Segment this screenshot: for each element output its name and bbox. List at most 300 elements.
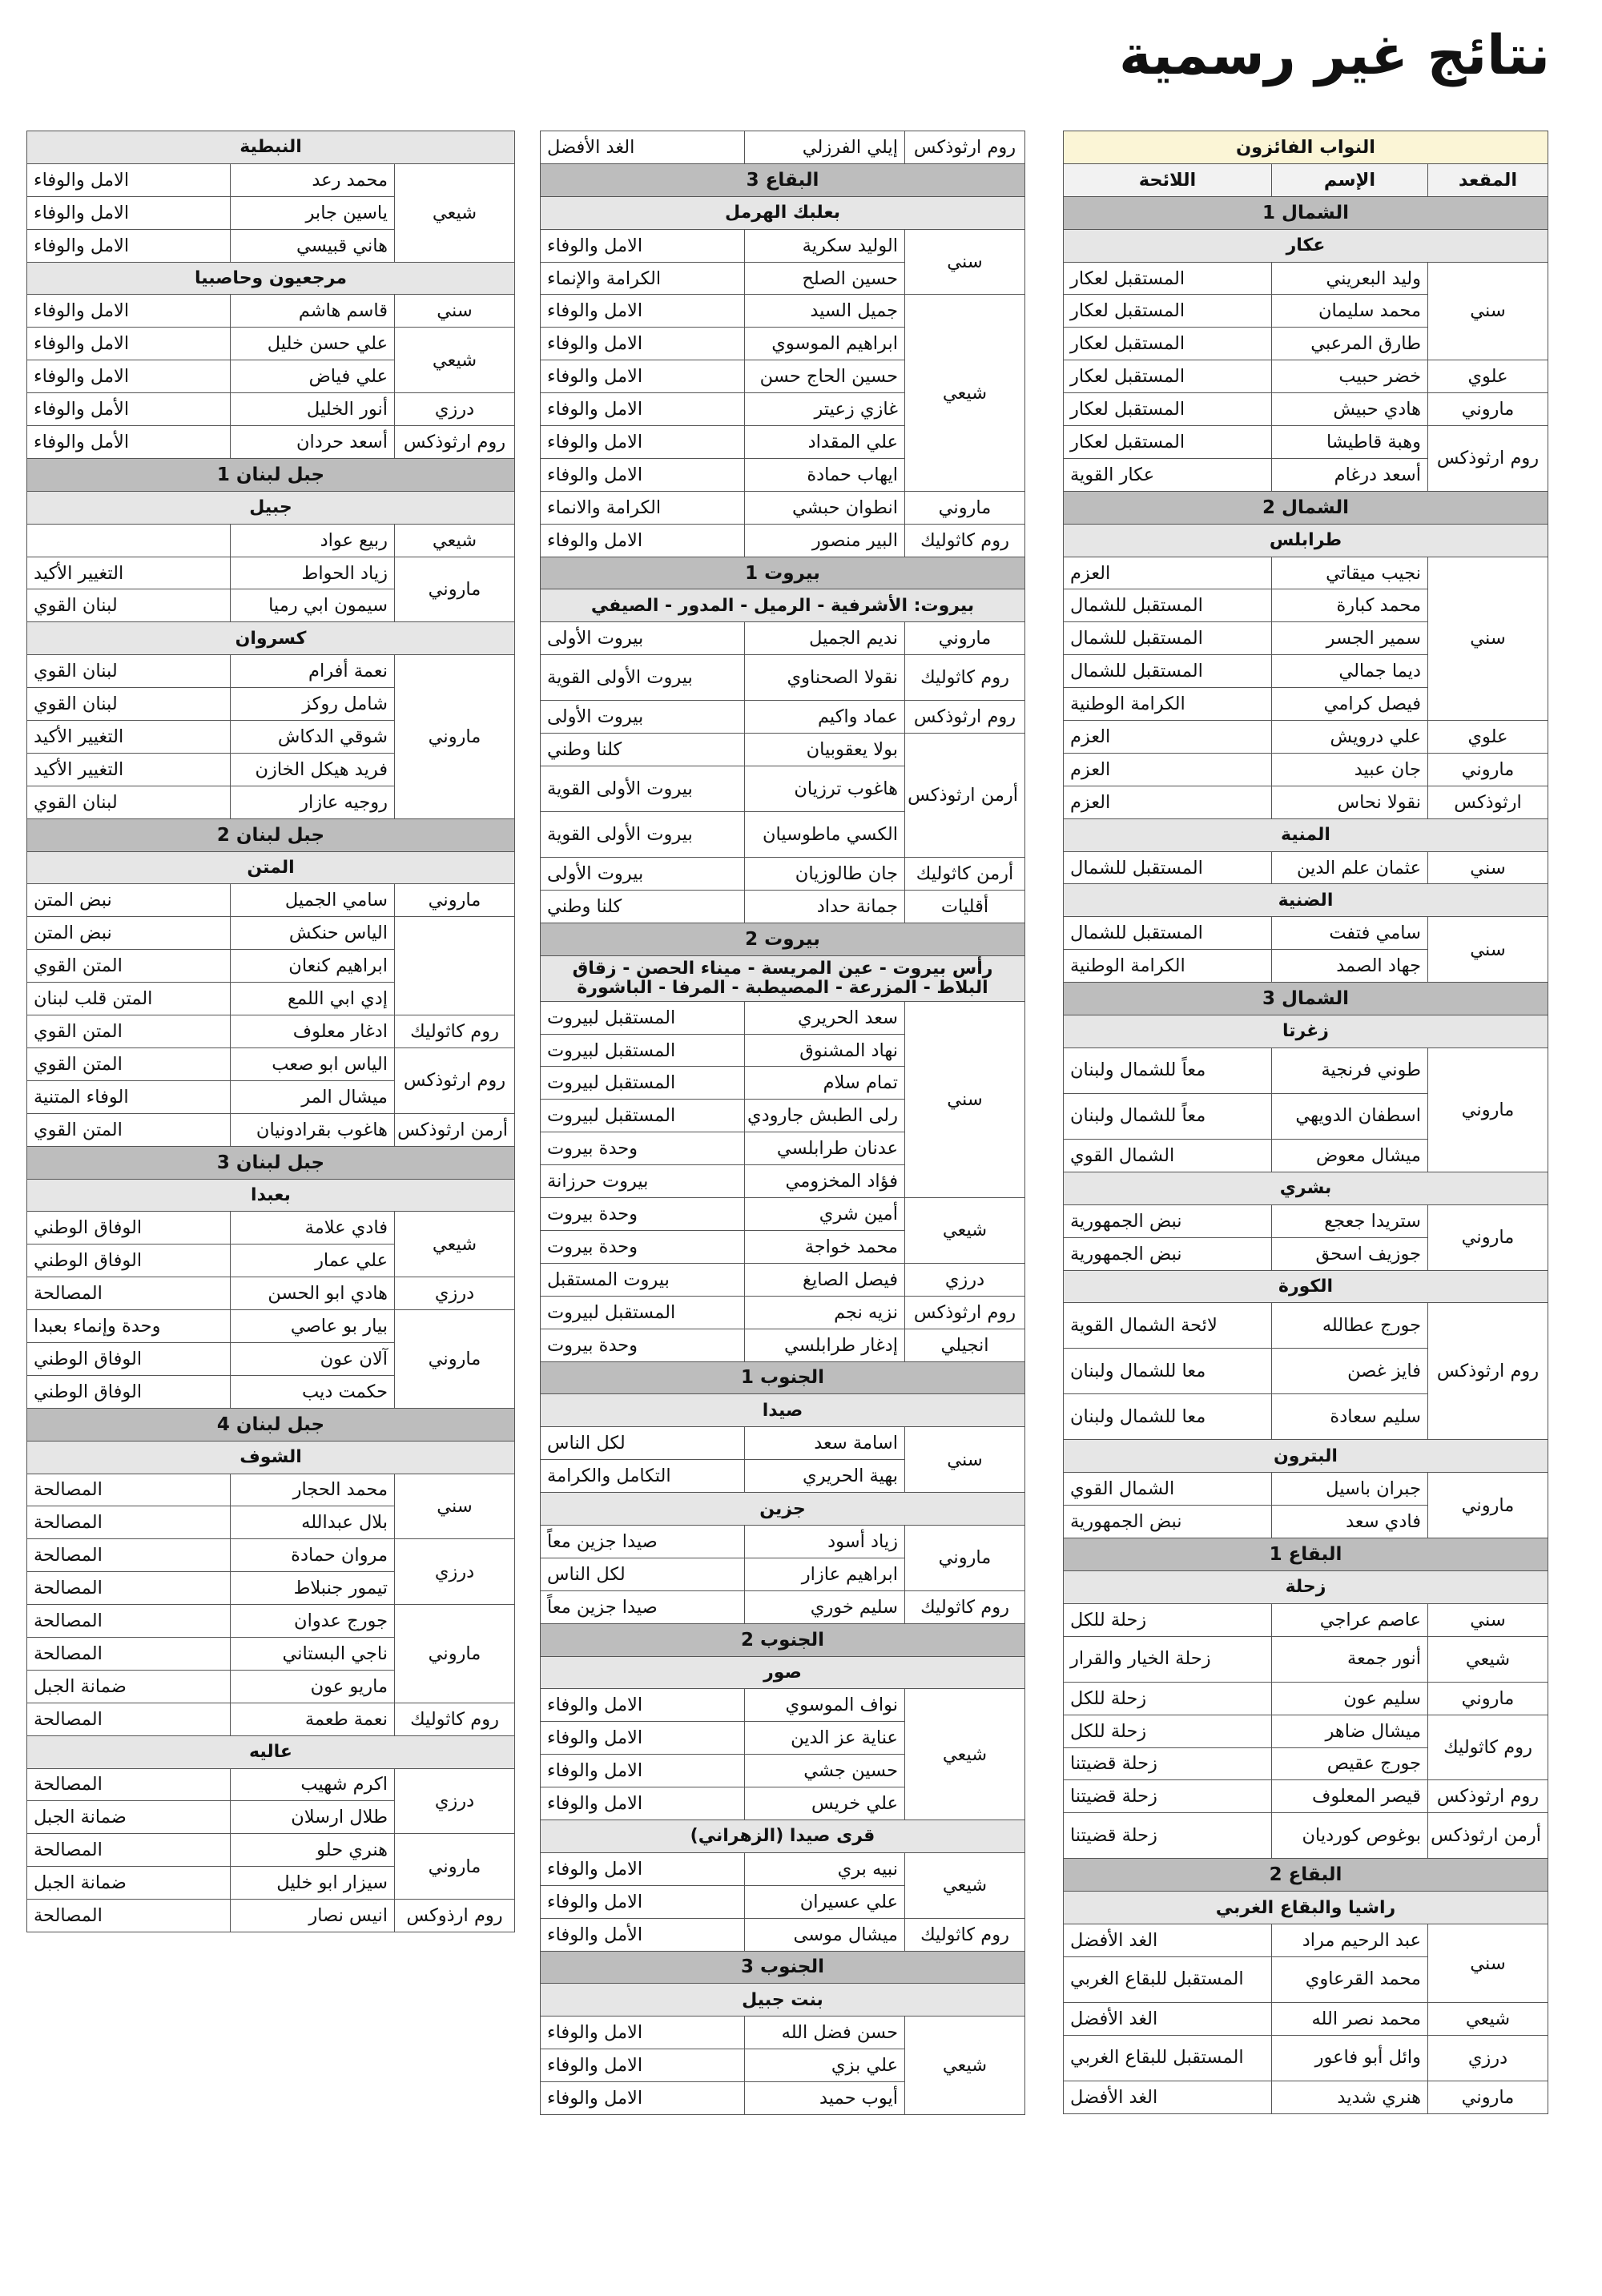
list-name: المصالحة xyxy=(26,1900,230,1932)
candidate-name: سعد الحريري xyxy=(745,1001,905,1034)
list-name: الامل والوفاء xyxy=(26,328,230,360)
list-name: الامل والوفاء xyxy=(26,163,230,196)
table-row xyxy=(1063,1473,1548,1506)
table-row xyxy=(1063,2035,1548,2081)
list-name: الامل والوفاء xyxy=(26,196,230,229)
list-name: المستقبل لعكار xyxy=(1063,262,1271,295)
candidate-name: سليم سعادة xyxy=(1272,1394,1428,1440)
confession-cell: أرمن كاثوليك xyxy=(905,858,1025,891)
list-name: المستقبل للشمال xyxy=(1063,622,1271,655)
region-header xyxy=(541,923,1025,955)
district-header xyxy=(541,196,1025,229)
district-header xyxy=(1063,229,1548,262)
candidate-name: ابراهيم الموسوي xyxy=(745,328,905,360)
candidate-name: طوني فرنجية xyxy=(1272,1047,1428,1093)
candidate-name: ميشال معوض xyxy=(1272,1139,1428,1172)
candidate-name: حسين جشي xyxy=(745,1755,905,1787)
candidate-name: غازي زعيتر xyxy=(745,393,905,426)
table-row xyxy=(541,229,1025,262)
list-name: معا للشمال ولبنان xyxy=(1063,1394,1271,1440)
candidate-name: زياد الحواط xyxy=(231,557,395,589)
candidate-name: زياد أسود xyxy=(745,1525,905,1558)
list-name: لكل الناس xyxy=(541,1558,745,1590)
list-name: الغد الأفضل xyxy=(1063,2002,1271,2035)
confession-cell: ماروني xyxy=(1428,1204,1548,1270)
candidate-name: هنري شديد xyxy=(1272,2081,1428,2113)
region-header xyxy=(541,1951,1025,1984)
table-row xyxy=(26,524,514,557)
confession-cell: درزي xyxy=(395,1277,515,1310)
list-name: المستقبل لبيروت xyxy=(541,1001,745,1034)
table-row xyxy=(1063,262,1548,295)
candidate-name: فادي سعد xyxy=(1272,1506,1428,1538)
district-label: المتن xyxy=(26,851,514,884)
list-name: الامل والوفاء xyxy=(541,458,745,491)
candidate-name: إيلي الفرزلي xyxy=(745,131,905,164)
table-row xyxy=(541,890,1025,923)
district-header xyxy=(26,1179,514,1212)
list-name: الامل والوفاء xyxy=(541,229,745,262)
table-row xyxy=(541,1918,1025,1951)
district-label: مرجعيون وحاصبيا xyxy=(26,262,514,295)
candidate-name: جورج عطالله xyxy=(1272,1303,1428,1349)
candidate-name: محمد الحجار xyxy=(231,1474,395,1506)
list-name: بيروت الأولى xyxy=(541,701,745,734)
district-header xyxy=(1063,1570,1548,1603)
candidate-name: سيمون ابي رميا xyxy=(231,589,395,622)
confession-cell xyxy=(395,917,515,1015)
confession-cell: ماروني xyxy=(395,1605,515,1703)
candidate-name: علي عسيران xyxy=(745,1885,905,1918)
candidate-name: عدنان طرابلسي xyxy=(745,1132,905,1165)
list-name: المصالحة xyxy=(26,1277,230,1310)
district-label: جزين xyxy=(541,1493,1025,1526)
table-row xyxy=(541,858,1025,891)
list-name: الشمال القوي xyxy=(1063,1139,1271,1172)
district-header xyxy=(26,1441,514,1474)
confession-cell: سني xyxy=(1428,917,1548,983)
list-name: الامل والوفاء xyxy=(541,1852,745,1885)
candidate-name: ستريدا جعجع xyxy=(1272,1204,1428,1237)
candidate-name: سيزار ابو خليل xyxy=(231,1867,395,1900)
candidate-name: محمد سليمان xyxy=(1272,295,1428,328)
region-label: جبل لبنان 1 xyxy=(26,458,514,491)
list-name: صيدا جزين معاً xyxy=(541,1590,745,1623)
candidate-name: عاصم عراجي xyxy=(1272,1603,1428,1636)
candidate-name: ديما جمالي xyxy=(1272,655,1428,688)
list-name: المتن القوي xyxy=(26,1015,230,1048)
list-name: ضمانة الجبل xyxy=(26,1801,230,1834)
list-name: لبنان القوي xyxy=(26,589,230,622)
district-header xyxy=(541,1394,1025,1427)
candidate-name: فؤاد المخزومي xyxy=(745,1165,905,1198)
candidate-name: الياس حنكش xyxy=(231,917,395,950)
table-row xyxy=(541,131,1025,164)
confession-cell: سني xyxy=(905,1427,1025,1493)
list-name: نبض المتن xyxy=(26,884,230,917)
candidate-name: تمام سلام xyxy=(745,1067,905,1100)
confession-cell: درزي xyxy=(395,1768,515,1834)
results-column-middle xyxy=(541,131,1025,2115)
candidate-name: نديم الجميل xyxy=(745,622,905,655)
list-name: الغد الأفضل xyxy=(541,131,745,164)
region-label: بيروت 1 xyxy=(541,557,1025,589)
table-row xyxy=(1063,851,1548,884)
list-name: المصالحة xyxy=(26,1637,230,1670)
list-name: المستقبل لعكار xyxy=(1063,393,1271,426)
candidate-name: البير منصور xyxy=(745,524,905,557)
candidate-name: مروان حمادة xyxy=(231,1539,395,1572)
confession-cell: سني xyxy=(905,1001,1025,1197)
list-name: الامل والوفاء xyxy=(541,1885,745,1918)
table-row xyxy=(26,1015,514,1048)
candidate-name: ايهاب حمادة xyxy=(745,458,905,491)
candidate-name: طارق المرعبي xyxy=(1272,328,1428,360)
list-name: الامل والوفاء xyxy=(26,295,230,328)
confession-cell: أرمن ارثوذكس xyxy=(395,1113,515,1146)
table-row xyxy=(26,1834,514,1867)
list-name: الامل والوفاء xyxy=(541,295,745,328)
list-name: المستقبل لبيروت xyxy=(541,1067,745,1100)
candidate-name: نهاد المشنوق xyxy=(745,1034,905,1067)
candidate-name: نزيه نجم xyxy=(745,1296,905,1329)
results-column-right xyxy=(1064,131,1548,2114)
list-name: لبنان القوي xyxy=(26,655,230,688)
candidate-name: علي المقداد xyxy=(745,426,905,459)
candidate-name: آلان عون xyxy=(231,1342,395,1375)
district-header xyxy=(1063,884,1548,917)
candidate-name: خضر حبيب xyxy=(1272,360,1428,393)
region-label: الشمال 2 xyxy=(1063,491,1548,524)
region-header xyxy=(541,557,1025,589)
header-title: النواب الفائزون xyxy=(1063,131,1548,164)
list-name: بيروت حرزانة xyxy=(541,1165,745,1198)
region-header xyxy=(26,1146,514,1179)
district-header xyxy=(26,622,514,655)
candidate-name: محمد نصر الله xyxy=(1272,2002,1428,2035)
list-name: المستقبل للشمال xyxy=(1063,589,1271,622)
table-row xyxy=(26,1113,514,1146)
confession-cell: روم ارثوذكس xyxy=(1428,1303,1548,1440)
confession-cell: روم ارذوكس xyxy=(395,1900,515,1932)
district-header xyxy=(1063,1892,1548,1924)
candidate-name: انطوان حبشي xyxy=(745,491,905,524)
list-name: المستقبل لعكار xyxy=(1063,360,1271,393)
region-header xyxy=(541,1623,1025,1656)
candidate-name: سليم خوري xyxy=(745,1590,905,1623)
list-name: الوفاق الوطني xyxy=(26,1342,230,1375)
district-label: صور xyxy=(541,1656,1025,1689)
candidate-name: ميشال المر xyxy=(231,1080,395,1113)
district-label: بشري xyxy=(1063,1172,1548,1204)
list-name: بيروت الأولى xyxy=(541,622,745,655)
candidate-name: سامي الجميل xyxy=(231,884,395,917)
candidate-name: عناية عز الدين xyxy=(745,1722,905,1755)
region-header xyxy=(1063,983,1548,1015)
district-label: طرابلس xyxy=(1063,524,1548,557)
confession-cell: ماروني xyxy=(905,1525,1025,1590)
district-header xyxy=(1063,818,1548,851)
district-label: صيدا xyxy=(541,1394,1025,1427)
candidate-name: هنري حلو xyxy=(231,1834,395,1867)
region-header xyxy=(1063,1859,1548,1892)
district-label: الشوف xyxy=(26,1441,514,1474)
list-name: الغد الأفضل xyxy=(1063,2081,1271,2113)
district-label: زغرتا xyxy=(1063,1015,1548,1048)
candidate-name: فايز غصن xyxy=(1272,1349,1428,1394)
candidate-name: حسن فضل الله xyxy=(745,2017,905,2049)
table-row xyxy=(1063,917,1548,950)
candidate-name: أيوب حميد xyxy=(745,2082,905,2115)
region-label: البقاع 2 xyxy=(1063,1859,1548,1892)
candidate-name: ياسين جابر xyxy=(231,196,395,229)
list-name: معاً للشمال ولبنان xyxy=(1063,1093,1271,1139)
region-label: الجنوب 2 xyxy=(541,1623,1025,1656)
list-name: الامل والوفاء xyxy=(541,1689,745,1722)
confession-cell: ماروني xyxy=(395,1310,515,1409)
candidate-name: فيصل الصايغ xyxy=(745,1263,905,1296)
table-row xyxy=(26,917,514,950)
table-row xyxy=(1063,557,1548,589)
district-header xyxy=(1063,1172,1548,1204)
confession-cell: شيعي xyxy=(1428,2002,1548,2035)
list-name: زحلة قضيتنا xyxy=(1063,1813,1271,1859)
list-name: زحلة للكل xyxy=(1063,1682,1271,1715)
table-row xyxy=(1063,786,1548,818)
list-name: المصالحة xyxy=(26,1572,230,1605)
candidate-name: ماريو عون xyxy=(231,1670,395,1703)
candidate-name: أسعد حردان xyxy=(231,426,395,459)
candidate-name: فيصل كرامي xyxy=(1272,688,1428,721)
list-name: الامل والوفاء xyxy=(541,2049,745,2082)
table-row xyxy=(26,884,514,917)
list-name: وحدة وإنماء بعبدا xyxy=(26,1310,230,1343)
table-row xyxy=(541,701,1025,734)
list-name: كلنا وطني xyxy=(541,890,745,923)
table-row xyxy=(26,1474,514,1506)
candidate-name: علي عمار xyxy=(231,1245,395,1277)
list-name: بيروت الأولى القوية xyxy=(541,812,745,858)
list-name: الامل والوفاء xyxy=(541,2017,745,2049)
list-name: المستقبل للشمال xyxy=(1063,655,1271,688)
district-label: بيروت: الأشرفية - الرميل - المدور - الصيفي xyxy=(541,589,1025,622)
table-row xyxy=(26,328,514,360)
district-label: راشيا والبقاع الغربي xyxy=(1063,1892,1548,1924)
table-row xyxy=(541,1689,1025,1722)
list-name: الامل والوفاء xyxy=(541,524,745,557)
header-seat: المقعد xyxy=(1428,163,1548,196)
list-name: المستقبل للشمال xyxy=(1063,851,1271,884)
confession-cell: روم ارثوذكس xyxy=(905,701,1025,734)
candidate-name: اسطفان الدويهي xyxy=(1272,1093,1428,1139)
confession-cell: روم ارثوذكس xyxy=(905,1296,1025,1329)
table-row xyxy=(26,1277,514,1310)
list-name xyxy=(26,524,230,557)
district-label: جبيل xyxy=(26,491,514,524)
list-name: المصالحة xyxy=(26,1605,230,1638)
candidate-name: وليد البعريني xyxy=(1272,262,1428,295)
confession-cell: ماروني xyxy=(395,884,515,917)
table-row xyxy=(1063,753,1548,786)
candidate-name: جمانة حداد xyxy=(745,890,905,923)
list-name: المستقبل للبقاع الغربي xyxy=(1063,1956,1271,2002)
district-label: الكورة xyxy=(1063,1270,1548,1303)
list-name: وحدة بيروت xyxy=(541,1230,745,1263)
confession-cell: سني xyxy=(1428,262,1548,360)
candidate-name: هاغوب بقرادونيان xyxy=(231,1113,395,1146)
confession-cell: ماروني xyxy=(395,557,515,622)
table-row xyxy=(1063,2002,1548,2035)
candidate-name: جورج عدوان xyxy=(231,1605,395,1638)
district-header xyxy=(26,262,514,295)
confession-cell: علوي xyxy=(1428,360,1548,393)
list-name: العزم xyxy=(1063,786,1271,818)
header-name: الإسم xyxy=(1272,163,1428,196)
table-row xyxy=(541,524,1025,557)
list-name: بيروت المستقبل xyxy=(541,1263,745,1296)
confession-cell: روم ارثوذكس xyxy=(1428,1780,1548,1813)
table-row xyxy=(1063,1047,1548,1093)
list-name: الكرامة الوطنية xyxy=(1063,688,1271,721)
list-name: زحلة الخيار والقرار xyxy=(1063,1636,1271,1682)
candidate-name: بولا يعقوبيان xyxy=(745,734,905,766)
confession-cell: ماروني xyxy=(395,655,515,818)
list-name: معاً للشمال ولبنان xyxy=(1063,1047,1271,1093)
list-name: بيروت الأولى القوية xyxy=(541,766,745,812)
list-name: المستقبل لعكار xyxy=(1063,295,1271,328)
candidate-name: إدي ابي اللمع xyxy=(231,983,395,1015)
list-name: زحلة قضيتنا xyxy=(1063,1747,1271,1780)
list-name: المستقبل لعكار xyxy=(1063,328,1271,360)
candidate-name: طلال ارسلان xyxy=(231,1801,395,1834)
candidate-name: محمد خواجة xyxy=(745,1230,905,1263)
list-name: المستقبل لبيروت xyxy=(541,1100,745,1132)
confession-cell: درزي xyxy=(395,1539,515,1605)
confession-cell: سني xyxy=(1428,557,1548,720)
list-name: نبض الجمهورية xyxy=(1063,1506,1271,1538)
list-name: المصالحة xyxy=(26,1539,230,1572)
list-name: الكرامة والانماء xyxy=(541,491,745,524)
header-list: اللائحة xyxy=(1063,163,1271,196)
list-name: ضمانة الجبل xyxy=(26,1670,230,1703)
list-name: الأمل والوفاء xyxy=(26,426,230,459)
district-header xyxy=(541,955,1025,1001)
candidate-name: ابراهيم عازار xyxy=(745,1558,905,1590)
region-label: الجنوب 3 xyxy=(541,1951,1025,1984)
confession-cell: روم كاثوليك xyxy=(395,1015,515,1048)
list-name: الأمل والوفاء xyxy=(26,393,230,426)
candidate-name: ابراهيم كنعان xyxy=(231,950,395,983)
candidate-name: هاغوب ترزيان xyxy=(745,766,905,812)
list-name: الوفاق الوطني xyxy=(26,1375,230,1408)
list-name: وحدة بيروت xyxy=(541,1198,745,1231)
district-label: الضنية xyxy=(1063,884,1548,917)
table-row xyxy=(26,1605,514,1638)
list-name: الامل والوفاء xyxy=(541,328,745,360)
district-label: قرى صيدا (الزهراني) xyxy=(541,1820,1025,1852)
district-header xyxy=(26,491,514,524)
table-row xyxy=(26,655,514,688)
list-name: معا للشمال ولبنان xyxy=(1063,1349,1271,1394)
list-name: المستقبل للشمال xyxy=(1063,917,1271,950)
district-header xyxy=(541,1493,1025,1526)
confession-cell: ماروني xyxy=(1428,2081,1548,2113)
table-row xyxy=(541,295,1025,328)
confession-cell: شيعي xyxy=(905,295,1025,491)
table-row xyxy=(26,426,514,459)
district-header xyxy=(1063,1270,1548,1303)
table-row xyxy=(26,163,514,196)
candidate-name: فريد هيكل الخازن xyxy=(231,753,395,786)
results-table xyxy=(1063,131,1548,2114)
candidate-name: بوغوص كورديان xyxy=(1272,1813,1428,1859)
candidate-name: حكمت ديب xyxy=(231,1375,395,1408)
list-name: لائحة الشمال القوية xyxy=(1063,1303,1271,1349)
district-label: بنت جبيل xyxy=(541,1984,1025,2017)
list-name: نبض الجمهورية xyxy=(1063,1237,1271,1270)
confession-cell: أقليات xyxy=(905,890,1025,923)
region-header xyxy=(1063,491,1548,524)
confession-cell: روم ارثوذكس xyxy=(905,131,1025,164)
confession-cell: أرمن ارثوذكس xyxy=(1428,1813,1548,1859)
candidate-name: هادي حبيش xyxy=(1272,393,1428,426)
table-row xyxy=(541,1525,1025,1558)
district-header xyxy=(541,589,1025,622)
confession-cell: ارثوذكس xyxy=(1428,786,1548,818)
table-row xyxy=(541,1427,1025,1460)
list-name: الوفاء المتنية xyxy=(26,1080,230,1113)
table-row xyxy=(26,557,514,589)
region-header xyxy=(1063,1538,1548,1571)
candidate-name: نجيب ميقاتي xyxy=(1272,557,1428,589)
list-name: العزم xyxy=(1063,557,1271,589)
candidate-name: علي حسن خليل xyxy=(231,328,395,360)
candidate-name: اكرم شهيب xyxy=(231,1768,395,1801)
candidate-name: انيس نصار xyxy=(231,1900,395,1932)
candidate-name: سليم عون xyxy=(1272,1682,1428,1715)
list-name: الوفاق الوطني xyxy=(26,1245,230,1277)
list-name: العزم xyxy=(1063,721,1271,754)
table-row xyxy=(26,1539,514,1572)
confession-cell: روم كاثوليك xyxy=(395,1703,515,1735)
list-name: الامل والوفاء xyxy=(541,1722,745,1755)
list-name: الأمل والوفاء xyxy=(541,1918,745,1951)
candidate-name: روجيه عازار xyxy=(231,786,395,818)
district-label: النبطية xyxy=(26,131,514,164)
region-label: الشمال 3 xyxy=(1063,983,1548,1015)
region-label: جبل لبنان 3 xyxy=(26,1146,514,1179)
candidate-name: نعمة أفرام xyxy=(231,655,395,688)
list-name: المستقبل لبيروت xyxy=(541,1296,745,1329)
confession-cell: ماروني xyxy=(1428,753,1548,786)
confession-cell: ماروني xyxy=(1428,1047,1548,1172)
confession-cell: ماروني xyxy=(1428,393,1548,426)
list-name: الامل والوفاء xyxy=(541,2082,745,2115)
list-name: التغيير الأكيد xyxy=(26,557,230,589)
list-name: الغد الأفضل xyxy=(1063,1924,1271,1957)
list-name: بيروت الأولى xyxy=(541,858,745,891)
table-row xyxy=(541,1329,1025,1361)
list-name: بيروت الأولى القوية xyxy=(541,655,745,701)
table-row xyxy=(1063,1204,1548,1237)
confession-cell: روم كاثوليك xyxy=(905,655,1025,701)
candidate-name: نقولا نحاس xyxy=(1272,786,1428,818)
candidate-name: عبد الرحيم مراد xyxy=(1272,1924,1428,1957)
candidate-name: قاسم هاشم xyxy=(231,295,395,328)
table-row xyxy=(541,655,1025,701)
confession-cell: روم كاثوليك xyxy=(1428,1715,1548,1780)
district-header xyxy=(1063,524,1548,557)
